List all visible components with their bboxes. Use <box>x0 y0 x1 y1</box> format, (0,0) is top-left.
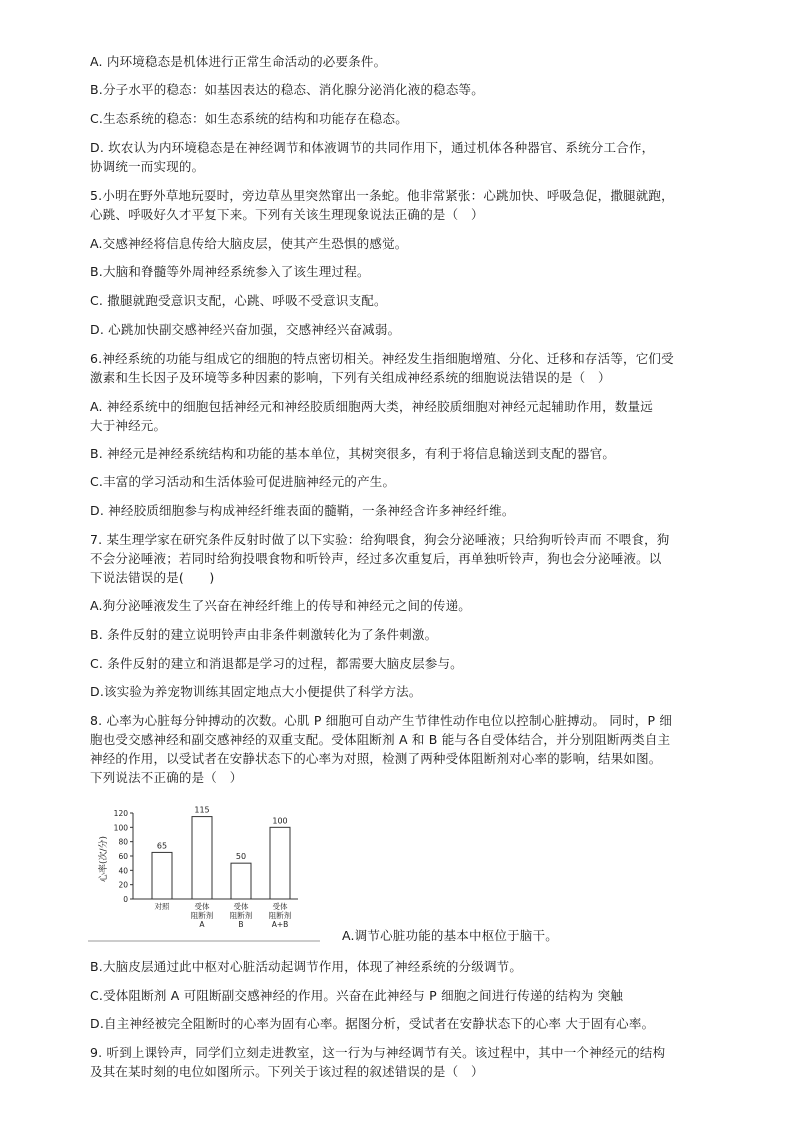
x-category-label: A+B <box>271 920 289 929</box>
text-line: A. 内环境稳态是机体进行正常生命活动的必要条件。 <box>90 54 387 69</box>
text-line: 7. 某生理学家在研究条件反射时做了以下实验：给狗喂食，狗会分泌唾液；只给狗听铃声而 不喂食，狗 <box>90 532 670 547</box>
bar-value-label: 115 <box>194 805 210 815</box>
text-line: 不会分泌唾液；若同时给狗投喂食物和听铃声，经过多次重复后，再单独听铃声，狗也会分泌唾液。以 <box>90 551 662 566</box>
x-category-label: B <box>238 920 244 929</box>
bar-value-label: 50 <box>235 852 247 862</box>
y-tick-label: 20 <box>118 880 128 890</box>
y-tick-label: 0 <box>123 895 128 904</box>
text-line: A.狗分泌唾液发生了兴奋在神经纤维上的传导和神经元之间的传递。 <box>90 598 472 613</box>
text-line: 胞也受交感神经和副交感神经的双重支配。受体阻断剂 A 和 B 能与各自受体结合，并分别阻断两类自主 <box>90 732 671 747</box>
text-line: C.丰富的学习活动和生活体验可促进脑神经元的产生。 <box>90 474 396 489</box>
text-line: C.受体阻断剂 A 可阻断副交感神经的作用。兴奋在此神经与 P 细胞之间进行传递的结构为 突触 <box>90 988 624 1003</box>
text-line: A. 神经系统中的细胞包括神经元和神经胶质细胞两大类，神经胶质细胞对神经元起辅助作用，数量远 <box>90 399 653 414</box>
heart-rate-bar-chart <box>88 797 328 945</box>
text-line: B. 条件反射的建立说明铃声由非条件刺激转化为了条件刺激。 <box>90 627 438 642</box>
text-line: B. 神经元是神经系统结构和功能的基本单位，其树突很多，有利于将信息输送到支配的器官。 <box>90 446 616 461</box>
text-line: A.交感神经将信息传给大脑皮层，使其产生恐惧的感觉。 <box>90 236 408 251</box>
text-line: D. 心跳加快副交感神经兴奋加强，交感神经兴奋减弱。 <box>90 322 401 337</box>
text-line: B.大脑和脊髓等外周神经系统参入了该生理过程。 <box>90 264 370 279</box>
x-category-label: 阻断剂 <box>190 911 214 920</box>
text-line: A.调节心脏功能的基本中枢位于脑干。 <box>342 928 558 943</box>
text-line: C.生态系统的稳态：如生态系统的结构和功能存在稳态。 <box>90 111 408 126</box>
bar-value-label: 100 <box>272 816 288 826</box>
y-tick-label: 100 <box>113 823 128 833</box>
x-category-label: A <box>199 920 205 929</box>
y-tick-label: 60 <box>118 852 128 861</box>
text-line: 8. 心率为心脏每分钟搏动的次数。心肌 P 细胞可自动产生节律性动作电位以控制心脏搏动。 同时，P 细 <box>90 713 673 728</box>
y-tick-label: 80 <box>118 837 128 847</box>
text-line: B.大脑皮层通过此中枢对心脏活动起调节作用，体现了神经系统的分级调节。 <box>90 959 523 974</box>
text-line: D.自主神经被完全阻断时的心率为固有心率。据图分析，受试者在安静状态下的心率 大于固有心率。 <box>90 1016 655 1031</box>
text-line: 及其在某时刻的电位如图所示。下列关于该过程的叙述错误的是（ ） <box>90 1064 484 1079</box>
text-line: 5.小明在野外草地玩耍时，旁边草丛里突然窜出一条蛇。他非常紧张：心跳加快、呼吸急促，撒腿就跑， <box>90 188 674 203</box>
text-line: 心跳、呼吸好久才平复下来。下列有关该生理现象说法正确的是（ ） <box>90 207 484 222</box>
x-category-label: 阻断剂 <box>268 911 292 920</box>
x-category-label: 受体 <box>233 902 249 911</box>
text-line: C. 条件反射的建立和消退都是学习的过程，都需要大脑皮层参与。 <box>90 656 463 671</box>
x-category-label: 阻断剂 <box>229 911 253 920</box>
y-tick-label: 40 <box>118 866 128 876</box>
bar <box>192 817 212 899</box>
bar <box>152 852 172 899</box>
text-line: 6.神经系统的功能与组成它的细胞的特点密切相关。神经发生指细胞增殖、分化、迁移和存活等，它们受 <box>90 351 674 366</box>
text-line: D.该实验为养宠物训练其固定地点大小便提供了科学方法。 <box>90 684 422 699</box>
text-line: 协调统一而实现的。 <box>90 159 205 174</box>
bar <box>270 827 290 899</box>
text-line: D. 坎农认为内环境稳态是在神经调节和体液调节的共同作用下，通过机体各种器官、系统分工合作， <box>90 140 655 155</box>
text-line: 9. 听到上课铃声，同学们立刻走进教室，这一行为与神经调节有关。该过程中，其中一个神经元的结构 <box>90 1045 666 1060</box>
x-category-label: 受体 <box>272 902 288 911</box>
bar <box>231 863 251 899</box>
text-line: C. 撒腿就跑受意识支配，心跳、呼吸不受意识支配。 <box>90 293 387 308</box>
text-line: 大于神经元。 <box>90 418 167 433</box>
text-line: 下列说法不正确的是（ ） <box>90 770 243 785</box>
y-axis-label: 心率(次/分) <box>99 835 109 883</box>
y-tick-label: 120 <box>113 809 128 818</box>
text-line: 神经的作用，以受试者在安静状态下的心率为对照，检测了两种受体阻断剂对心率的影响，结果如图。 <box>90 751 662 766</box>
bar-value-label: 65 <box>156 841 168 851</box>
text-line: 下说法错误的是( ) <box>90 570 215 585</box>
text-line: B.分子水平的稳态：如基因表达的稳态、消化腺分泌消化液的稳态等。 <box>90 82 484 97</box>
text-line: 激素和生长因子及环境等多种因素的影响，下列有关组成神经系统的细胞说法错误的是（ ） <box>90 370 611 385</box>
x-category-label: 对照 <box>154 902 170 911</box>
text-line: D. 神经胶质细胞参与构成神经纤维表面的髓鞘，一条神经含许多神经纤维。 <box>90 503 515 518</box>
x-category-label: 受体 <box>194 902 210 911</box>
